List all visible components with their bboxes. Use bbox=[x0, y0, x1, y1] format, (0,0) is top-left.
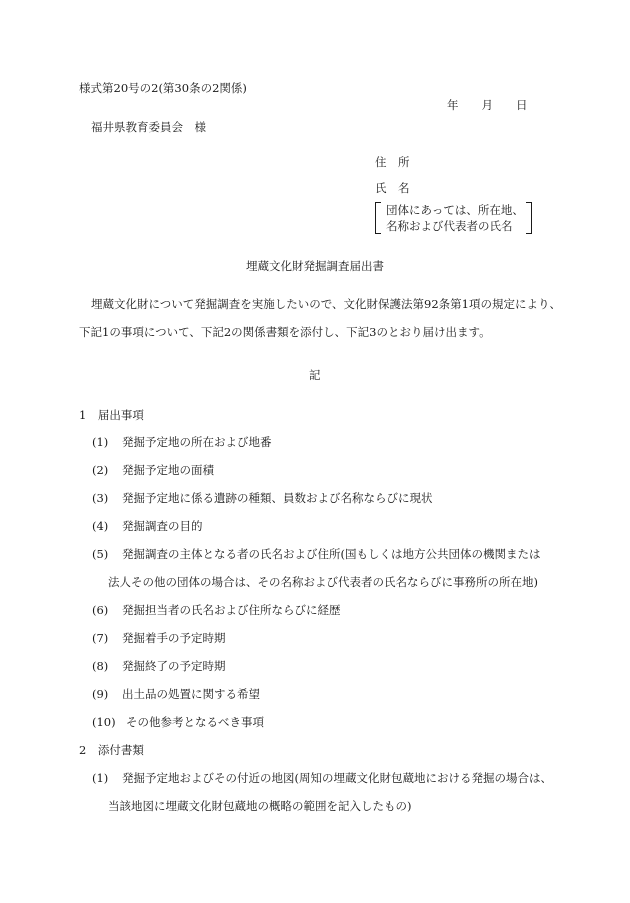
item-text: 発掘予定地およびその付近の地図(周知の埋蔵文化財包蔵地における発掘の場合は、 bbox=[122, 771, 552, 785]
applicant-note-line2: 名称および代表者の氏名 bbox=[386, 219, 513, 233]
item-text: その他参考となるべき事項 bbox=[126, 715, 264, 729]
item-text: 発掘予定地の所在および地番 bbox=[122, 435, 272, 449]
item-number: (5) bbox=[92, 547, 109, 561]
applicant-note-bracket bbox=[375, 202, 532, 234]
section-2-heading: 2 添付書類 bbox=[79, 743, 144, 757]
item-number: (2) bbox=[92, 463, 109, 477]
intro-line-2: 下記1の事項について、下記2の関係書類を添付し、下記3のとおり届け出ます。 bbox=[79, 325, 491, 339]
item-number: (10) bbox=[92, 715, 116, 729]
item-text-continuation: 法人その他の団体の場合は、その名称および代表者の氏名ならびに事務所の所在地) bbox=[108, 575, 538, 589]
item-number: (3) bbox=[92, 491, 109, 505]
addressee: 福井県教育委員会 様 bbox=[91, 120, 206, 134]
item-text: 発掘着手の予定時期 bbox=[122, 631, 226, 645]
item-number: (8) bbox=[92, 659, 109, 673]
item-text: 発掘担当者の氏名および住所ならびに経歴 bbox=[122, 603, 341, 617]
item-text: 発掘終了の予定時期 bbox=[122, 659, 226, 673]
item-number: (9) bbox=[92, 687, 109, 701]
ki-heading: 記 bbox=[309, 368, 321, 382]
item-number: (1) bbox=[92, 771, 109, 785]
item-text-continuation: 当該地図に埋蔵文化財包蔵地の概略の範囲を記入したもの) bbox=[108, 799, 412, 813]
section-1-heading: 1 届出事項 bbox=[79, 408, 144, 422]
address-label: 住 所 bbox=[375, 155, 410, 169]
date-line: 年 月 日 bbox=[447, 98, 528, 112]
intro-line-1: 埋蔵文化財について発掘調査を実施したいので、文化財保護法第92条第1項の規定により、 bbox=[91, 297, 561, 311]
item-text: 出土品の処置に関する希望 bbox=[122, 687, 260, 701]
form-number: 様式第20号の2(第30条の2関係) bbox=[79, 81, 247, 95]
applicant-note-line1: 団体にあっては、所在地、 bbox=[386, 203, 524, 217]
item-text: 発掘予定地の面積 bbox=[122, 463, 214, 477]
item-number: (4) bbox=[92, 519, 109, 533]
item-text: 発掘予定地に係る遺跡の種類、員数および名称ならびに現状 bbox=[122, 491, 433, 505]
item-number: (6) bbox=[92, 603, 109, 617]
document-title: 埋蔵文化財発掘調査届出書 bbox=[246, 259, 384, 273]
item-text: 発掘調査の主体となる者の氏名および住所(国もしくは地方公共団体の機関または bbox=[122, 547, 541, 561]
name-label: 氏 名 bbox=[375, 181, 410, 195]
item-text: 発掘調査の目的 bbox=[122, 519, 203, 533]
item-number: (1) bbox=[92, 435, 109, 449]
item-number: (7) bbox=[92, 631, 109, 645]
